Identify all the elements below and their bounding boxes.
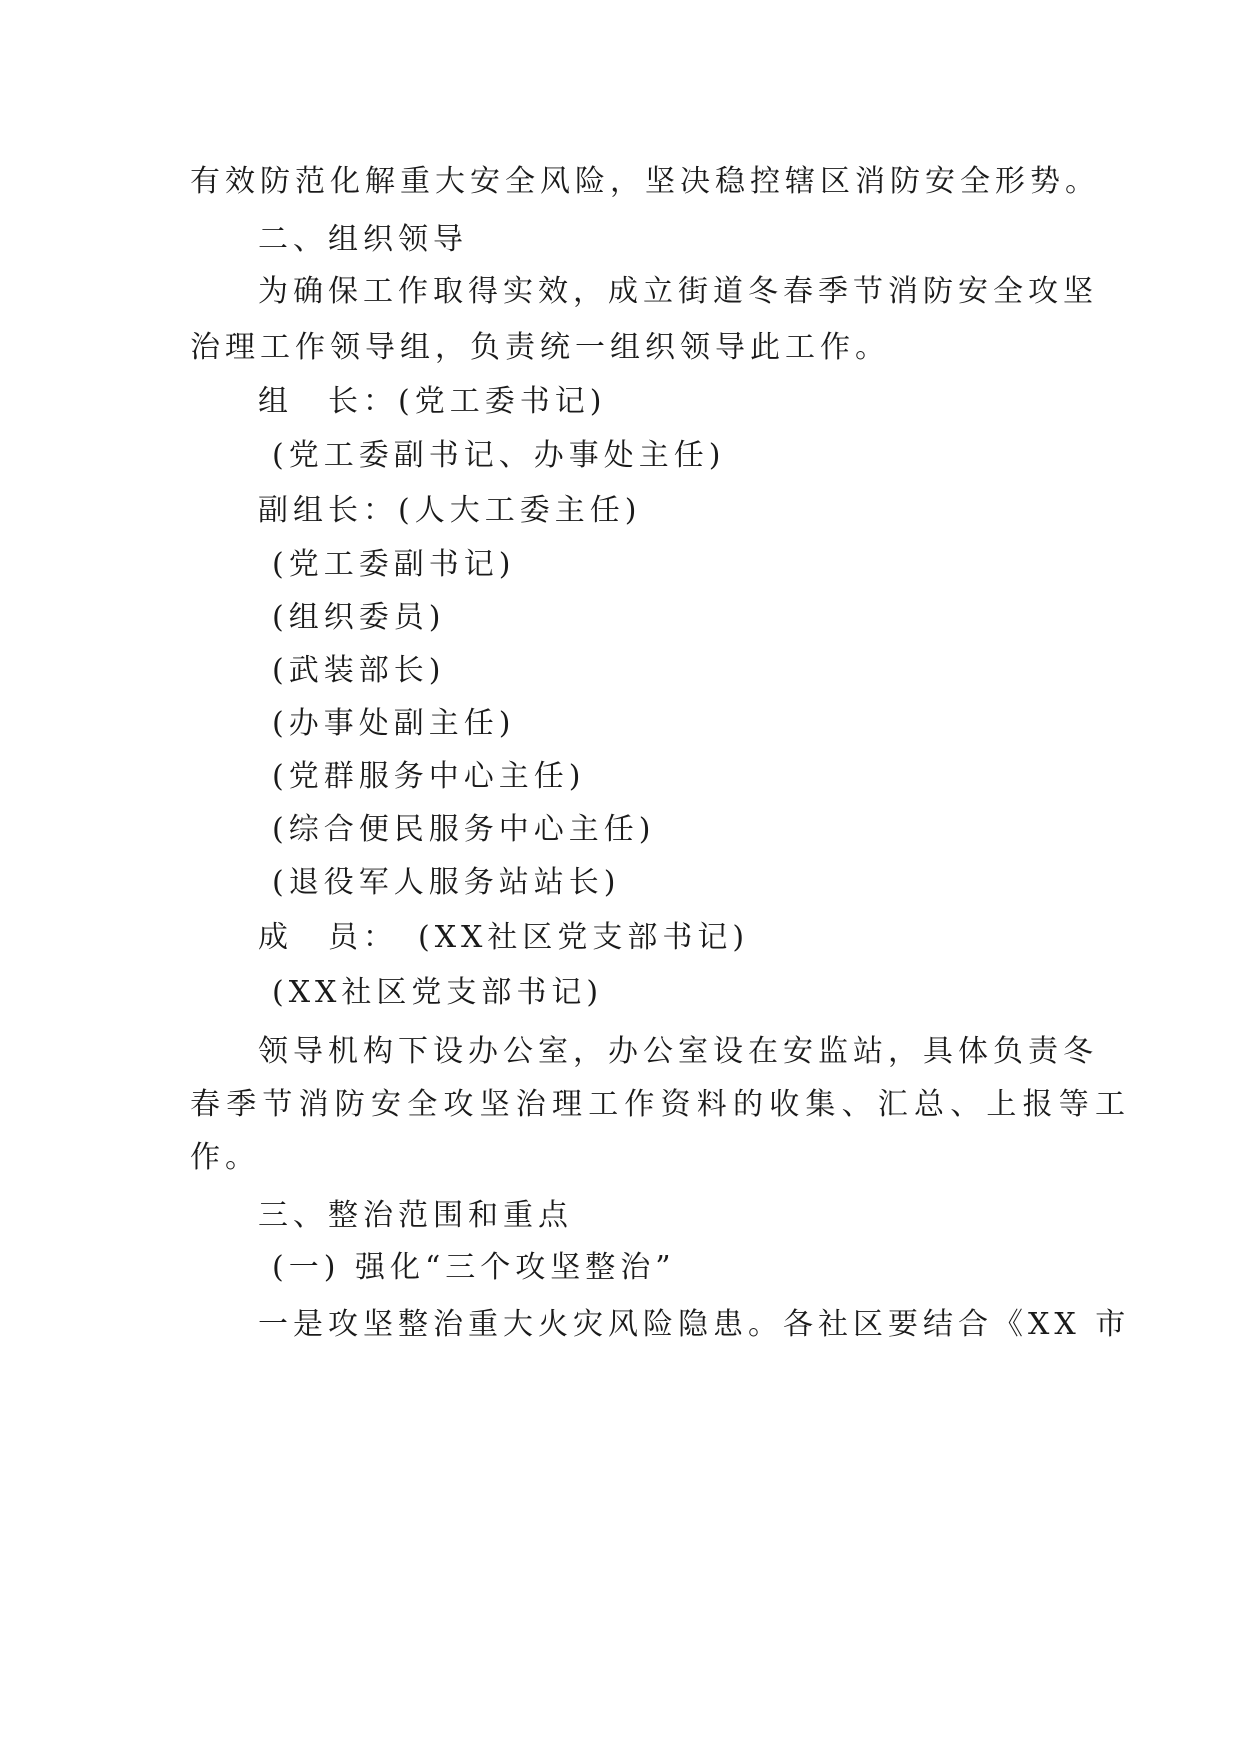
- member-line: (武装部长): [272, 653, 446, 688]
- member-line: (组织委员): [272, 600, 446, 635]
- subsection-heading: (一) 强化“三个攻坚整治”: [272, 1250, 676, 1285]
- paragraph-line: 为确保工作取得实效，成立街道冬春季节消防安全攻坚: [258, 274, 1098, 309]
- member-line: (退役军人服务站站长): [272, 865, 621, 900]
- paragraph-line: 一是攻坚整治重大火灾风险隐患。各社区要结合《XX 市: [258, 1307, 1131, 1342]
- member-line: (党工委副书记): [272, 547, 516, 582]
- member-line: (办事处副主任): [272, 706, 516, 741]
- section-heading: 三、整治范围和重点: [258, 1198, 573, 1233]
- paragraph-line: 领导机构下设办公室，办公室设在安监站，具体负责冬: [258, 1034, 1098, 1069]
- member-line: (党群服务中心主任): [272, 759, 586, 794]
- role-line: 成 员： (XX社区党支部书记): [258, 920, 750, 955]
- role-line: 副组长：(人大工委主任): [258, 493, 642, 528]
- paragraph-line: 治理工作领导组，负责统一组织领导此工作。: [190, 330, 890, 365]
- paragraph-line: 有效防范化解重大安全风险，坚决稳控辖区消防安全形势。: [190, 164, 1100, 199]
- paragraph-line: 春季节消防安全攻坚治理工作资料的收集、汇总、上报等工: [190, 1087, 1132, 1122]
- paragraph-line: 作。: [190, 1140, 260, 1175]
- section-heading: 二、组织领导: [258, 222, 468, 257]
- member-line: (综合便民服务中心主任): [272, 812, 656, 847]
- member-line: (党工委副书记、办事处主任): [272, 438, 726, 473]
- member-line: (XX社区党支部书记): [272, 975, 604, 1010]
- role-line: 组 长：(党工委书记): [258, 384, 607, 419]
